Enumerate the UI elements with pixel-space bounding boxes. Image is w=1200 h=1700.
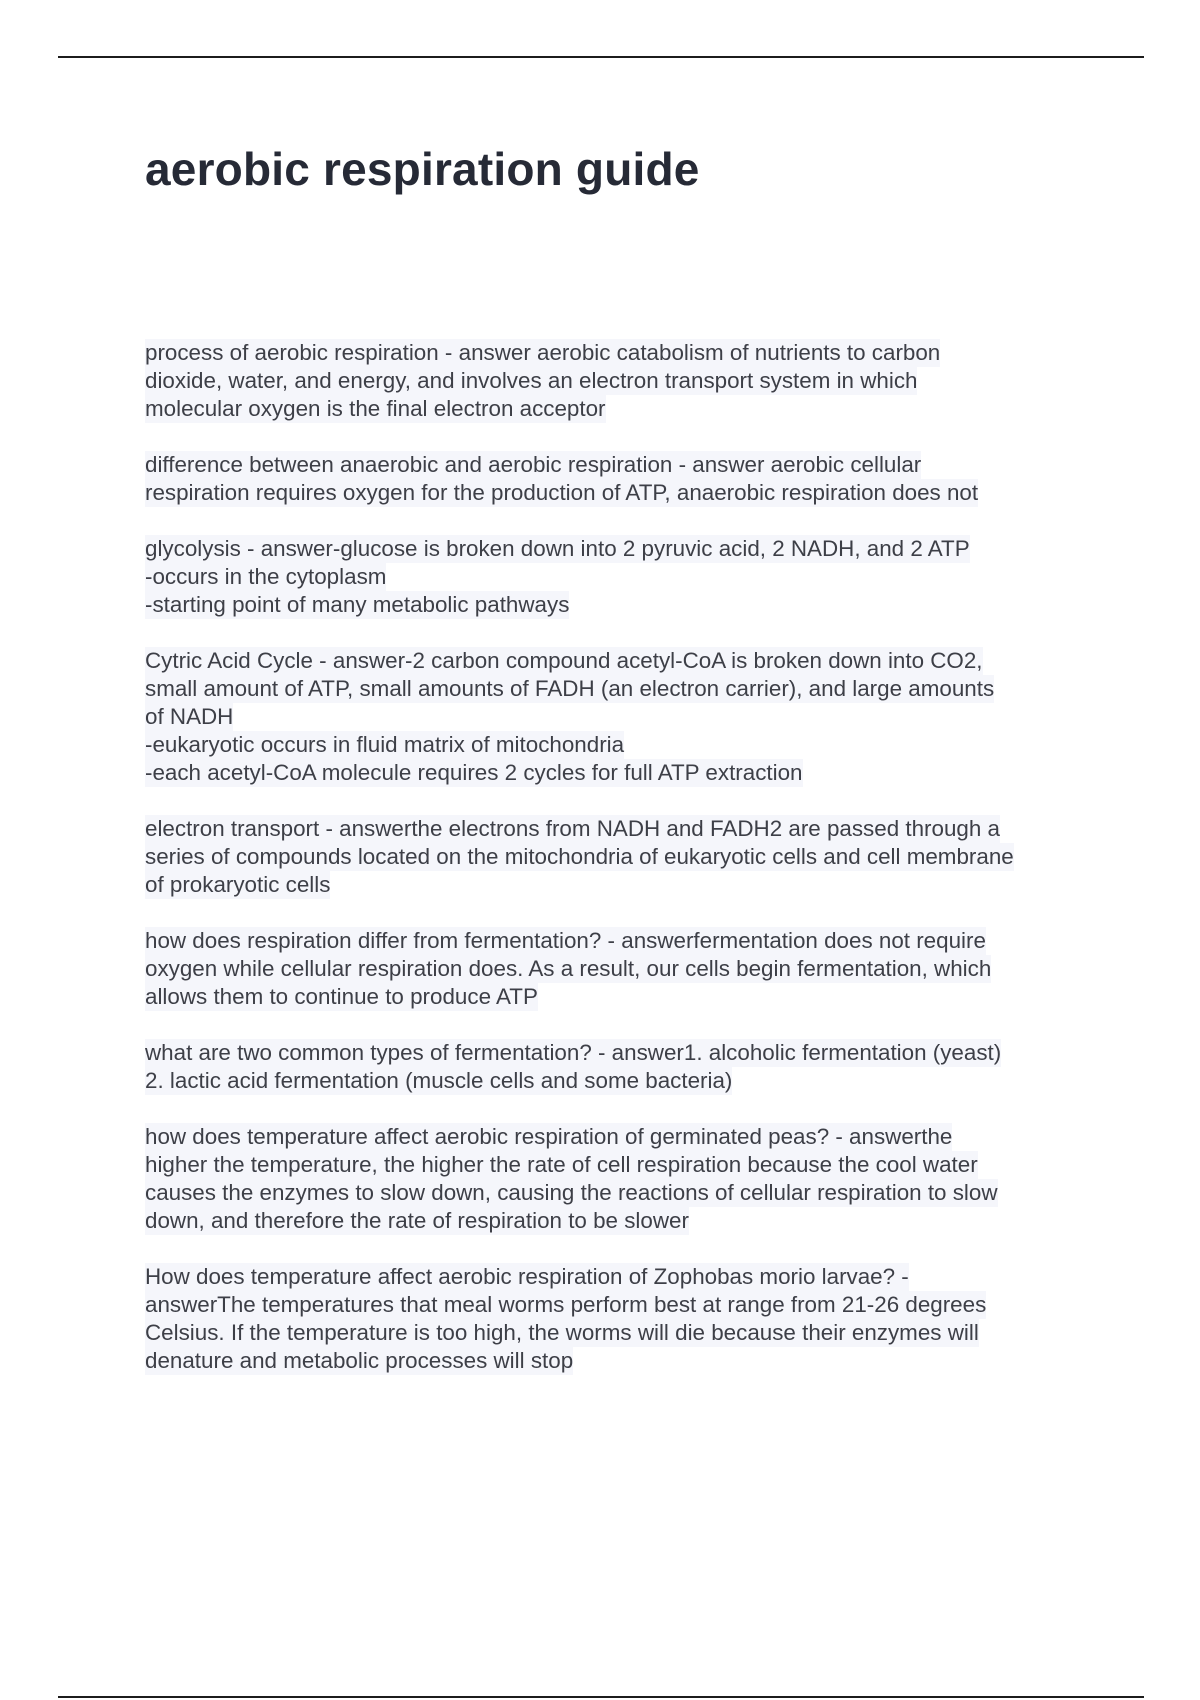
entry-line: Celsius. If the temperature is too high, the worms will die because their enzymes will	[145, 1320, 979, 1345]
entry-line: how does respiration differ from fermentation? - answerfermentation does not require	[145, 928, 986, 953]
qa-entry-respiration-vs-fermentation	[145, 927, 1145, 1011]
entry-line: of NADH	[145, 704, 234, 729]
entry-line: denature and metabolic processes will stop	[145, 1348, 574, 1373]
qa-entry-glycolysis	[145, 535, 1145, 619]
entry-line: down, and therefore the rate of respiration to be slower	[145, 1208, 689, 1233]
entry-line: electron transport - answerthe electrons from NADH and FADH2 are passed through a	[145, 816, 1000, 841]
entry-line: answerThe temperatures that meal worms perform best at range from 21-26 degrees	[145, 1292, 987, 1317]
qa-entry-aerobic-process	[145, 339, 1145, 423]
entry-line: 2. lactic acid fermentation (muscle cells and some bacteria)	[145, 1068, 733, 1093]
entry-line: what are two common types of fermentation? - answer1. alcoholic fermentation (yeast)	[145, 1040, 1002, 1065]
entry-line: how does temperature affect aerobic respiration of germinated peas? - answerthe	[145, 1124, 953, 1149]
entry-line: -occurs in the cytoplasm	[145, 564, 387, 589]
qa-list	[145, 339, 1145, 1403]
entry-line: small amount of ATP, small amounts of FADH (an electron carrier), and large amounts	[145, 676, 995, 701]
qa-entry-temperature-larvae	[145, 1263, 1145, 1375]
entry-line: oxygen while cellular respiration does. As a result, our cells begin fermentation, which	[145, 956, 992, 981]
entry-line: -starting point of many metabolic pathways	[145, 592, 570, 617]
entry-line: causes the enzymes to slow down, causing the reactions of cellular respiration to slow	[145, 1180, 998, 1205]
entry-line: series of compounds located on the mitochondria of eukaryotic cells and cell membrane	[145, 844, 1014, 869]
qa-entry-anaerobic-vs-aerobic	[145, 451, 1145, 507]
entry-line: -eukaryotic occurs in fluid matrix of mitochondria	[145, 732, 625, 757]
entry-line: allows them to continue to produce ATP	[145, 984, 538, 1009]
entry-line: respiration requires oxygen for the production of ATP, anaerobic respiration does not	[145, 480, 979, 505]
entry-line: How does temperature affect aerobic respiration of Zophobas morio larvae? -	[145, 1264, 909, 1289]
page-title: aerobic respiration guide	[145, 143, 700, 195]
entry-line: process of aerobic respiration - answer aerobic catabolism of nutrients to carbon	[145, 340, 941, 365]
entry-line: dioxide, water, and energy, and involves an electron transport system in which	[145, 368, 918, 393]
entry-line: glycolysis - answer-glucose is broken down into 2 pyruvic acid, 2 NADH, and 2 ATP	[145, 536, 970, 561]
entry-line: of prokaryotic cells	[145, 872, 331, 897]
qa-entry-temperature-peas	[145, 1123, 1145, 1235]
entry-line: -each acetyl-CoA molecule requires 2 cycles for full ATP extraction	[145, 760, 803, 785]
qa-entry-fermentation-types	[145, 1039, 1145, 1095]
qa-entry-electron-transport	[145, 815, 1145, 899]
entry-line: difference between anaerobic and aerobic respiration - answer aerobic cellular	[145, 452, 922, 477]
bottom-divider	[58, 1696, 1144, 1698]
top-divider	[58, 56, 1144, 58]
entry-line: Cytric Acid Cycle - answer-2 carbon compound acetyl-CoA is broken down into CO2,	[145, 648, 983, 673]
entry-line: molecular oxygen is the final electron acceptor	[145, 396, 606, 421]
qa-entry-citric-acid-cycle	[145, 647, 1145, 787]
entry-line: higher the temperature, the higher the rate of cell respiration because the cool water	[145, 1152, 978, 1177]
